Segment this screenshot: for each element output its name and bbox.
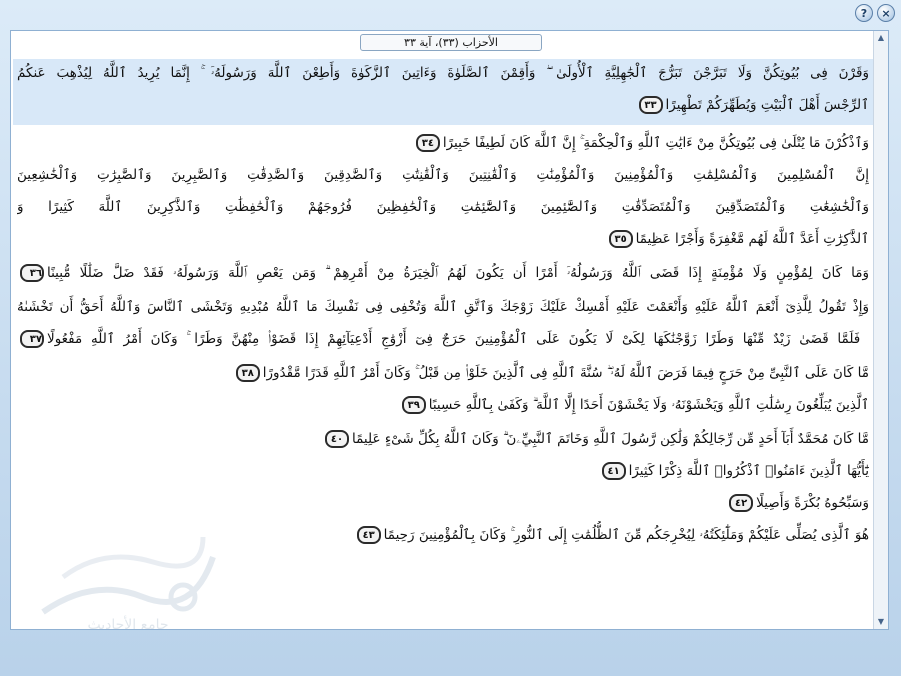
- verse-text: ٱلَّذِينَ يُبَلِّغُونَ رِسَٰلَٰتِ ٱللَّهِ وَيَخْشَوْنَهُۥ وَلَا يَخْشَوْنَ أَحَدًا إِلَّا ٱللَّهَ ۗ وَكَفَىٰ بِٱللَّهِ حَسِيبًا: [428, 397, 869, 413]
- close-button[interactable]: ×: [877, 4, 895, 22]
- scroll-up-icon[interactable]: ▲: [877, 33, 885, 42]
- verse-line[interactable]: [17, 489, 869, 517]
- verse-number-marker: ٣٧: [20, 330, 44, 348]
- window-controls: [855, 4, 895, 22]
- verse-text: وَمَا كَانَ لِمُؤْمِنٍ وَلَا مُؤْمِنَةٍ إِذَا قَضَى ٱللَّهُ وَرَسُولُهُۥٓ أَمْرًا أَن يَكُونَ لَهُمُ ٱلْخِيَرَةُ مِنْ أَمْرِهِمْ ۗ وَمَن يَعْصِ ٱللَّهَ وَرَسُولَهُۥ فَقَدْ ضَلَّ ضَلَٰلًا مُّبِينًا: [47, 265, 869, 281]
- verse-text: وَٱذْكُرْنَ مَا يُتْلَىٰ فِى بُيُوتِكُنَّ مِنْ ءَايَٰتِ ٱللَّهِ وَٱلْحِكْمَةِ ۚ إِنَّ ٱللَّهَ كَانَ لَطِيفًا خَبِيرًا: [442, 135, 869, 151]
- verse-line[interactable]: [17, 225, 869, 253]
- verse-line[interactable]: [17, 521, 869, 549]
- verse-number-marker: ٣٦: [20, 264, 44, 282]
- verse-text: يَٰٓأَيُّهَا ٱلَّذِينَ ءَامَنُوا۟ ٱذْكُرُوا۟ ٱللَّهَ ذِكْرًا كَثِيرًا: [628, 463, 869, 479]
- verse-text: وَٱلْخَٰشِعَٰتِ وَٱلْمُتَصَدِّقِينَ وَٱلْمُتَصَدِّقَٰتِ وَٱلصَّٰٓئِمِينَ وَٱلصَّٰٓئِمَٰتِ وَٱلْحَٰفِظِينَ فُرُوجَهُمْ وَٱلْحَٰفِظَٰتِ وَٱلذَّٰكِرِينَ ٱللَّهَ كَثِيرًا وَ: [17, 199, 869, 215]
- verse-line[interactable]: [17, 425, 869, 453]
- vertical-scrollbar[interactable]: [873, 31, 888, 629]
- verse-line[interactable]: [17, 161, 869, 189]
- verse-text: مَّا كَانَ مُحَمَّدٌ أَبَآ أَحَدٍ مِّن رِّجَالِكُمْ وَلَٰكِن رَّسُولَ ٱللَّهِ وَخَاتَمَ ٱلنَّبِيِّۦنَ ۗ وَكَانَ ٱللَّهُ بِكُلِّ شَىْءٍ عَلِيمًا: [352, 431, 869, 447]
- verse-number-marker: ٤٣: [357, 526, 381, 544]
- verse-text: مَّا كَانَ عَلَى ٱلنَّبِىِّ مِنْ حَرَجٍ فِيمَا فَرَضَ ٱللَّهُ لَهُۥ ۖ سُنَّةَ ٱللَّهِ فِى ٱلَّذِينَ خَلَوْا۟ مِن قَبْلُ ۚ وَكَانَ أَمْرُ ٱللَّهِ قَدَرًا مَّقْدُورًا: [262, 365, 869, 381]
- verse-line[interactable]: [17, 359, 869, 387]
- reader-panel: [10, 30, 889, 633]
- verse-number-marker: ٤٠: [325, 430, 349, 448]
- verse-line[interactable]: [17, 129, 869, 157]
- verse-number-marker: ٣٥: [609, 230, 633, 248]
- verse-text: إِنَّ ٱلْمُسْلِمِينَ وَٱلْمُسْلِمَٰتِ وَٱلْمُؤْمِنِينَ وَٱلْمُؤْمِنَٰتِ وَٱلْقَٰنِتِينَ وَٱلْقَٰنِتَٰتِ وَٱلصَّٰدِقِينَ وَٱلصَّٰدِقَٰتِ وَٱلصَّٰبِرِينَ وَٱلصَّٰبِرَٰتِ وَٱلْخَٰشِعِينَ: [17, 167, 869, 183]
- verse-number-marker: ٤١: [602, 462, 626, 480]
- verse-line[interactable]: [17, 391, 869, 419]
- verse-line[interactable]: [17, 457, 869, 485]
- verse-text: ٱلذَّٰكِرَٰتِ أَعَدَّ ٱللَّهُ لَهُم مَّغْفِرَةً وَأَجْرًا عَظِيمًا: [635, 231, 869, 247]
- verse-text: ۖ فَلَمَّا قَضَىٰ زَيْدٌ مِّنْهَا وَطَرًا زَوَّجْنَٰكَهَا لِكَىْ لَا يَكُونَ عَلَى ٱلْمُؤْمِنِينَ حَرَجٌ فِىٓ أَزْوَٰجِ أَدْعِيَآئِهِمْ إِذَا قَضَوْا۟ مِنْهُنَّ وَطَرًا ۚ وَكَانَ أَمْرُ ٱللَّهِ مَفْعُولًا: [47, 331, 869, 347]
- surah-verse-label: الأحزاب (٣٣)، آية ٣٣: [360, 34, 542, 51]
- verse-line[interactable]: [17, 91, 869, 119]
- verse-line[interactable]: [17, 59, 869, 87]
- scroll-down-icon[interactable]: ▼: [877, 617, 885, 626]
- verse-text: ٱلرِّجْسَ أَهْلَ ٱلْبَيْتِ وَيُطَهِّرَكُمْ تَطْهِيرًا: [665, 97, 869, 113]
- watermark-text: جامع الأحاديث: [87, 617, 169, 633]
- verse-text: هُوَ ٱلَّذِى يُصَلِّى عَلَيْكُمْ وَمَلَٰٓئِكَتُهُۥ لِيُخْرِجَكُم مِّنَ ٱلظُّلُمَٰتِ إِلَى ٱلنُّورِ ۚ وَكَانَ بِٱلْمُؤْمِنِينَ رَحِيمًا: [383, 527, 869, 543]
- verse-number-marker: ٣٣: [639, 96, 663, 114]
- help-button[interactable]: ?: [855, 4, 873, 22]
- verse-content[interactable]: [13, 55, 873, 633]
- verse-text: وَقَرْنَ فِى بُيُوتِكُنَّ وَلَا تَبَرَّجْنَ تَبَرُّجَ ٱلْجَٰهِلِيَّةِ ٱلْأُولَىٰ ۖ وَأَقِمْنَ ٱلصَّلَوٰةَ وَءَاتِينَ ٱلزَّكَوٰةَ وَأَطِعْنَ ٱللَّهَ وَرَسُولَهُۥٓ ۚ إِنَّمَا يُرِيدُ ٱللَّهُ لِيُذْهِبَ عَنكُمُ: [17, 65, 869, 81]
- verse-line[interactable]: [17, 293, 869, 321]
- verse-number-marker: ٣٩: [402, 396, 426, 414]
- verse-number-marker: ٤٢: [729, 494, 753, 512]
- verse-line[interactable]: [17, 193, 869, 221]
- verse-line[interactable]: [17, 325, 869, 353]
- verse-text: وَسَبِّحُوهُ بُكْرَةً وَأَصِيلًا: [756, 495, 869, 511]
- verse-number-marker: ٣٨: [236, 364, 260, 382]
- verse-line[interactable]: [17, 259, 869, 287]
- verse-number-marker: ٣٤: [416, 134, 440, 152]
- verse-text: وَإِذْ تَقُولُ لِلَّذِىٓ أَنْعَمَ ٱللَّهُ عَلَيْهِ وَأَنْعَمْتَ عَلَيْهِ أَمْسِكْ عَلَيْكَ زَوْجَكَ وَٱتَّقِ ٱللَّهَ وَتُخْفِى فِى نَفْسِكَ مَا ٱللَّهُ مُبْدِيهِ وَتَخْشَى ٱلنَّاسَ وَٱللَّهُ أَحَقُّ أَن تَخْشَىٰهُ: [17, 299, 869, 315]
